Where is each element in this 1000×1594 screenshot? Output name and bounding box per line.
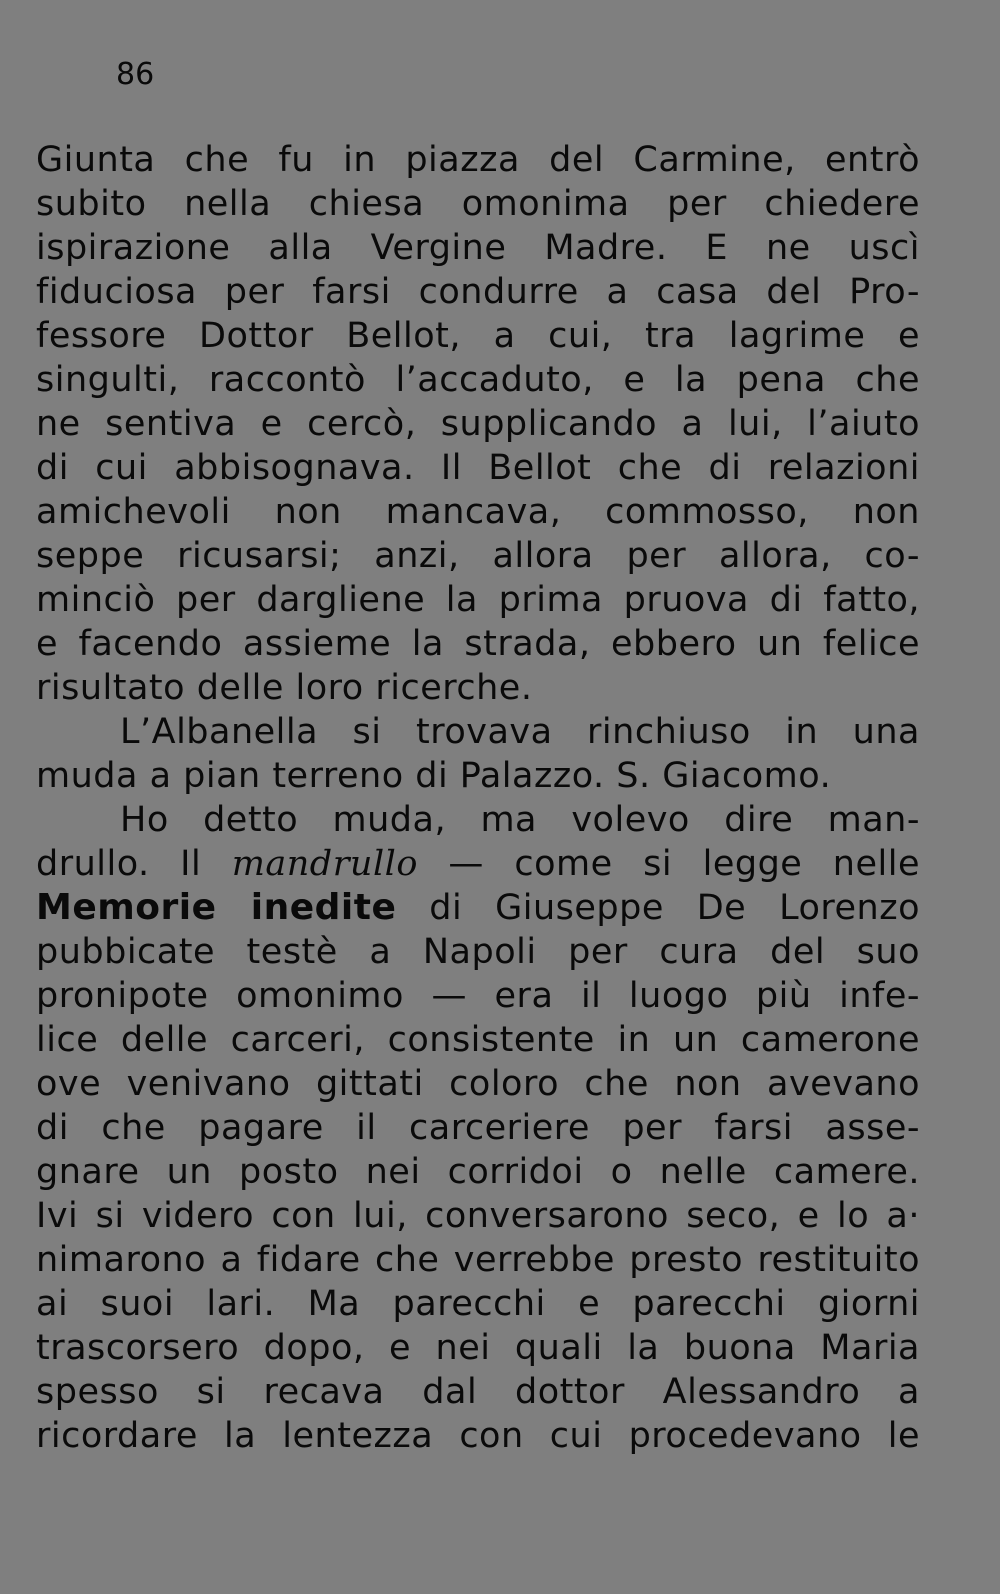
text-line: gnare un posto nei corridoi o nelle camere. bbox=[36, 1152, 920, 1192]
text-line: minciò per dargliene la prima pruova di fatto, bbox=[36, 580, 920, 620]
text-line: spesso si recava dal dottor Alessandro a bbox=[36, 1372, 920, 1412]
italic-term: mandrullo bbox=[231, 844, 418, 884]
text-line: ispirazione alla Vergine Madre. E ne uscì bbox=[36, 228, 920, 268]
text-line: lice delle carceri, consistente in un camerone bbox=[36, 1020, 920, 1060]
text-line: ai suoi lari. Ma parecchi e parecchi giorni bbox=[36, 1284, 920, 1324]
text-line: fessore Dottor Bellot, a cui, tra lagrime e bbox=[36, 316, 920, 356]
text-line: nimarono a fidare che verrebbe presto restituito bbox=[36, 1240, 920, 1280]
text-line: ove venivano gittati coloro che non avevano bbox=[36, 1064, 920, 1104]
text-line: di cui abbisognava. Il Bellot che di relazioni bbox=[36, 448, 920, 488]
text-segment: drullo. Il bbox=[36, 844, 232, 884]
page-number: 86 bbox=[116, 57, 155, 92]
text-line-mixed bbox=[36, 842, 920, 886]
text-line: ricordare la lentezza con cui procedevano le bbox=[36, 1416, 920, 1456]
body-text bbox=[36, 138, 920, 1458]
text-line: e facendo assieme la strada, ebbero un felice bbox=[36, 624, 920, 664]
text-line: L’Albanella si trovava rinchiuso in una bbox=[120, 712, 920, 752]
text-line: fiduciosa per farsi condurre a casa del Pro- bbox=[36, 272, 920, 312]
bold-title: Memorie inedite bbox=[36, 887, 397, 928]
text-line: Ivi si videro con lui, conversarono seco, e lo a· bbox=[36, 1196, 920, 1236]
text-line-mixed bbox=[36, 886, 920, 930]
text-line: muda a pian terreno di Palazzo. S. Giacomo. bbox=[36, 756, 832, 796]
text-line: ne sentiva e cercò, supplicando a lui, l’aiuto bbox=[36, 404, 920, 444]
text-line: singulti, raccontò l’accaduto, e la pena che bbox=[36, 360, 920, 400]
text-line: pronipote omonimo — era il luogo più infe- bbox=[36, 976, 920, 1016]
text-line: trascorsero dopo, e nei quali la buona Maria bbox=[36, 1328, 920, 1368]
text-line: amichevoli non mancava, commosso, non bbox=[36, 492, 920, 532]
text-line: Giunta che fu in piazza del Carmine, entrò bbox=[36, 140, 920, 180]
text-line: Ho detto muda, ma volevo dire man- bbox=[120, 800, 920, 840]
text-line: risultato delle loro ricerche. bbox=[36, 668, 533, 708]
text-line: subito nella chiesa omonima per chiedere bbox=[36, 184, 920, 224]
text-segment: di Giuseppe De Lorenzo bbox=[396, 888, 921, 928]
text-line: seppe ricusarsi; anzi, allora per allora, co- bbox=[36, 536, 920, 576]
text-segment: — come si legge nelle bbox=[417, 844, 920, 884]
text-line: di che pagare il carceriere per farsi asse- bbox=[36, 1108, 920, 1148]
text-line: pubbicate testè a Napoli per cura del suo bbox=[36, 932, 920, 972]
